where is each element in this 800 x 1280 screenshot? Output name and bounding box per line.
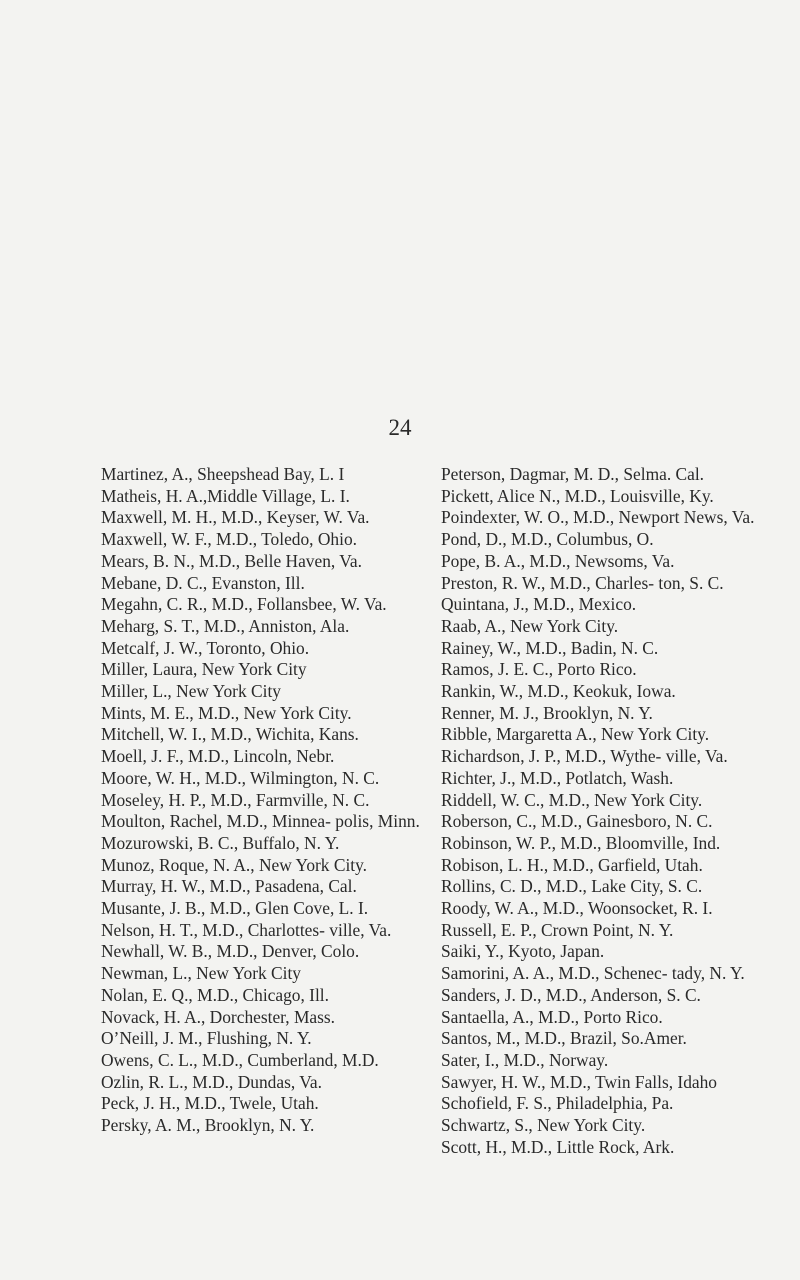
directory-entry: Schwartz, S., New York City.	[441, 1115, 646, 1136]
directory-entry: Roody, W. A., M.D., Woonsocket, R. I.	[441, 898, 713, 919]
directory-entry: Moseley, H. P., M.D., Farmville, N. C.	[101, 789, 370, 810]
directory-entry: Moell, J. F., M.D., Lincoln, Nebr.	[101, 746, 335, 767]
directory-entry: Munoz, Roque, N. A., New York City.	[101, 854, 368, 875]
directory-entry: Richter, J., M.D., Potlatch, Wash.	[441, 767, 674, 788]
directory-entry: Miller, Laura, New York City	[101, 659, 307, 680]
directory-entry: Owens, C. L., M.D., Cumberland, M.D.	[101, 1049, 379, 1070]
directory-entry: Miller, L., New York City	[101, 681, 281, 702]
directory-entry: Metcalf, J. W., Toronto, Ohio.	[101, 637, 310, 658]
directory-entry: Megahn, C. R., M.D., Follansbee, W. Va.	[101, 594, 387, 615]
directory-entry: Richardson, J. P., M.D., Wythe- ville, Va.	[441, 746, 728, 767]
directory-entry: Pickett, Alice N., M.D., Louisville, Ky.	[441, 485, 714, 506]
left-column-directory	[101, 464, 426, 1137]
directory-entry: Newhall, W. B., M.D., Denver, Colo.	[101, 941, 360, 962]
directory-entry: Peterson, Dagmar, M. D., Selma. Cal.	[441, 464, 705, 484]
directory-entry: Santos, M., M.D., Brazil, So.Amer.	[441, 1028, 687, 1049]
page-number: 24	[388, 415, 412, 440]
directory-entry: Robinson, W. P., M.D., Bloomville, Ind.	[441, 832, 721, 853]
directory-entry: Persky, A. M., Brooklyn, N. Y.	[101, 1115, 315, 1136]
directory-entry: Scott, H., M.D., Little Rock, Ark.	[441, 1136, 675, 1157]
directory-entry: Rankin, W., M.D., Keokuk, Iowa.	[441, 681, 676, 702]
directory-entry: Musante, J. B., M.D., Glen Cove, L. I.	[101, 898, 369, 919]
directory-entry: Murray, H. W., M.D., Pasadena, Cal.	[101, 876, 357, 897]
directory-entry: Peck, J. H., M.D., Twele, Utah.	[101, 1093, 319, 1114]
directory-entry: Mears, B. N., M.D., Belle Haven, Va.	[101, 550, 362, 571]
directory-entry: Preston, R. W., M.D., Charles- ton, S. C.	[441, 572, 724, 593]
directory-entry: Nelson, H. T., M.D., Charlottes- ville, Va.	[101, 919, 392, 940]
directory-entry: Newman, L., New York City	[101, 963, 301, 984]
directory-entry: Maxwell, M. H., M.D., Keyser, W. Va.	[101, 507, 370, 528]
directory-entry: Santaella, A., M.D., Porto Rico.	[441, 1006, 663, 1027]
directory-entry: Pond, D., M.D., Columbus, O.	[441, 529, 654, 550]
directory-entry: Maxwell, W. F., M.D., Toledo, Ohio.	[101, 529, 357, 550]
directory-entry: Samorini, A. A., M.D., Schenec- tady, N. Y.	[441, 963, 745, 984]
directory-entry: Ozlin, R. L., M.D., Dundas, Va.	[101, 1071, 322, 1092]
directory-entry: Mozurowski, B. C., Buffalo, N. Y.	[101, 832, 340, 853]
directory-entry: Ribble, Margaretta A., New York City.	[441, 724, 710, 745]
directory-entry: Ramos, J. E. C., Porto Rico.	[441, 659, 637, 680]
directory-entry: Sanders, J. D., M.D., Anderson, S. C.	[441, 984, 701, 1005]
directory-entry: Robison, L. H., M.D., Garfield, Utah.	[441, 854, 703, 875]
directory-entry: Poindexter, W. O., M.D., Newport News, Va.	[441, 507, 755, 528]
directory-entry: Schofield, F. S., Philadelphia, Pa.	[441, 1093, 674, 1114]
directory-entry: Mebane, D. C., Evanston, Ill.	[101, 572, 305, 593]
directory-entry: Moulton, Rachel, M.D., Minnea- polis, Minn.	[101, 811, 420, 832]
directory-entry: Rollins, C. D., M.D., Lake City, S. C.	[441, 876, 703, 897]
directory-entry: Russell, E. P., Crown Point, N. Y.	[441, 919, 674, 940]
directory-entry: Matheis, H. A.,Middle Village, L. I.	[101, 485, 350, 506]
directory-entry: O’Neill, J. M., Flushing, N. Y.	[101, 1028, 312, 1049]
directory-entry: Raab, A., New York City.	[441, 615, 619, 636]
directory-entry: Meharg, S. T., M.D., Anniston, Ala.	[101, 615, 350, 636]
directory-entry: Nolan, E. Q., M.D., Chicago, Ill.	[101, 984, 329, 1005]
directory-entry: Quintana, J., M.D., Mexico.	[441, 594, 637, 615]
right-column-directory	[441, 464, 766, 1159]
directory-entry: Mints, M. E., M.D., New York City.	[101, 702, 352, 723]
directory-entry: Riddell, W. C., M.D., New York City.	[441, 789, 703, 810]
directory-entry: Mitchell, W. I., M.D., Wichita, Kans.	[101, 724, 359, 745]
directory-entry: Novack, H. A., Dorchester, Mass.	[101, 1006, 336, 1027]
directory-entry: Saiki, Y., Kyoto, Japan.	[441, 941, 605, 962]
directory-entry: Renner, M. J., Brooklyn, N. Y.	[441, 702, 653, 723]
directory-entry: Rainey, W., M.D., Badin, N. C.	[441, 637, 659, 658]
directory-entry: Roberson, C., M.D., Gainesboro, N. C.	[441, 811, 713, 832]
directory-entry: Pope, B. A., M.D., Newsoms, Va.	[441, 550, 675, 571]
directory-entry: Moore, W. H., M.D., Wilmington, N. C.	[101, 767, 380, 788]
directory-entry: Martinez, A., Sheepshead Bay, L. I	[101, 464, 345, 484]
directory-entry: Sawyer, H. W., M.D., Twin Falls, Idaho	[441, 1071, 718, 1092]
directory-entry: Sater, I., M.D., Norway.	[441, 1049, 609, 1070]
